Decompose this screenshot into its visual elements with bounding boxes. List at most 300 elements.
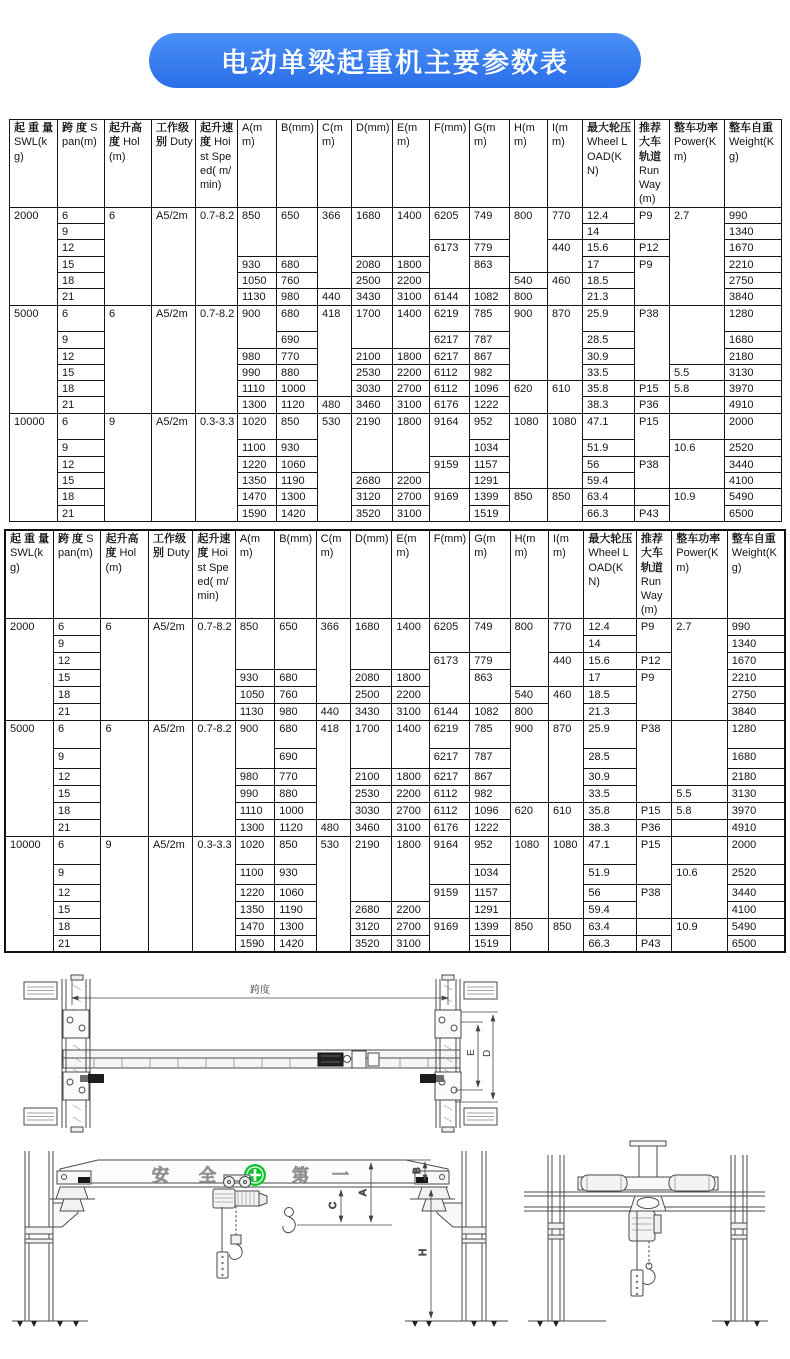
dim-d-label: D: [482, 1049, 493, 1058]
param-cell: 21.3: [584, 703, 637, 720]
right-drive-unit-icon: [420, 1074, 436, 1083]
param-cell: 787: [470, 331, 510, 348]
param-cell: 6500: [727, 935, 785, 952]
param-cell: 21: [58, 505, 105, 521]
param-cell: 1096: [470, 381, 510, 397]
param-cell: 749: [470, 207, 510, 240]
param-cell: 1300: [275, 918, 316, 935]
param-cell: 3440: [727, 884, 785, 901]
param-cell: 6217: [430, 348, 470, 364]
param-cell: P36: [636, 819, 671, 836]
param-col-header: 工作级别 Duty: [152, 120, 196, 208]
param-cell: 770: [277, 348, 318, 364]
param-cell: 3840: [727, 703, 785, 720]
param-cell: 3100: [392, 935, 429, 952]
param-cell: 480: [318, 397, 352, 413]
param-cell: 1291: [470, 473, 510, 489]
param-cell: 3120: [352, 489, 393, 505]
param-cell: 980: [277, 289, 318, 305]
param-col-header: A(mm): [238, 120, 277, 208]
param-cell: 47.1: [583, 413, 635, 439]
param-cell: 680: [275, 720, 316, 748]
param-cell: 15.6: [583, 240, 635, 256]
param-cell: 900: [510, 305, 548, 381]
param-cell: 9169: [430, 489, 470, 522]
param-cell: 1400: [392, 720, 429, 768]
param-col-header: G(mm): [470, 120, 510, 208]
param-cell: 17: [583, 256, 635, 272]
param-cell: 1800: [393, 348, 430, 364]
param-col-header: 整车功率 Power(Km): [670, 120, 725, 208]
param-cell: 1050: [235, 686, 274, 703]
param-cell: 760: [275, 686, 316, 703]
param-cell: 863: [470, 256, 510, 289]
param-cell: 21: [58, 289, 105, 305]
param-cell: 3100: [393, 505, 430, 521]
slogan-char-2: 全: [199, 1166, 216, 1186]
param-cell: 2200: [393, 364, 430, 380]
param-cell: 18: [58, 381, 105, 397]
elevation-svg: [0, 1135, 790, 1359]
param-cell: 982: [470, 785, 510, 802]
param-cell: 1800: [392, 836, 429, 901]
param-cell: 5.8: [670, 381, 725, 397]
param-cell: 990: [727, 618, 785, 635]
param-cell: 2.7: [672, 618, 728, 720]
param-cell: 2200: [392, 686, 429, 703]
param-cell: 4100: [725, 473, 782, 489]
param-cell: 6205: [430, 207, 470, 240]
param-cell: 952: [470, 836, 510, 864]
slogan-char-1: 安: [152, 1166, 169, 1186]
elevation-dimensions: [297, 1160, 431, 1318]
param-cell: 1400: [393, 207, 430, 256]
param-cell: 990: [235, 785, 274, 802]
param-cell: 610: [548, 802, 583, 836]
param-cell: 6: [105, 207, 152, 305]
param-cell: 15: [58, 364, 105, 380]
param-cell: 21: [53, 819, 100, 836]
param-cell: 5.5: [670, 364, 725, 380]
param-cell: 2200: [393, 473, 430, 489]
param-cell: 760: [277, 272, 318, 288]
param-cell: 0.3-3.3: [193, 836, 235, 952]
param-cell: 3460: [352, 397, 393, 413]
param-cell: 980: [235, 768, 274, 785]
param-cell: 4100: [727, 901, 785, 918]
param-cell: 3100: [393, 289, 430, 305]
param-cell: 9159: [429, 884, 469, 918]
span-dimension-label: 跨度: [250, 985, 270, 997]
param-cell: 1350: [235, 901, 274, 918]
param-cell: 900: [510, 720, 548, 802]
param-cell: [635, 489, 670, 505]
param-cell: 3120: [350, 918, 391, 935]
param-cell: 9: [58, 439, 105, 456]
param-cell: 12.4: [583, 207, 635, 223]
param-cell: A5/2m: [152, 305, 196, 413]
param-cell: 1096: [470, 802, 510, 819]
param-cell: 800: [510, 207, 548, 272]
param-cell: 51.9: [584, 864, 637, 884]
param-cell: 690: [275, 748, 316, 768]
param-cell: 418: [318, 305, 352, 397]
param-cell: 850: [235, 618, 274, 669]
param-cell: 1157: [470, 884, 510, 901]
param-cell: 1519: [470, 505, 510, 521]
param-col-header: 跨 度 Span(m): [58, 120, 105, 208]
param-cell: P43: [635, 505, 670, 521]
param-cell: 749: [470, 618, 510, 652]
param-cell: 1800: [392, 669, 429, 686]
param-cell: 1100: [238, 439, 277, 456]
param-cell: 2180: [727, 768, 785, 785]
param-cell: 2750: [727, 686, 785, 703]
param-cell: 1222: [470, 819, 510, 836]
param-cell: 6217: [430, 331, 470, 348]
param-cell: 6: [105, 305, 152, 413]
param-cell: 2530: [350, 785, 391, 802]
param-cell: A5/2m: [152, 413, 196, 521]
param-col-header: F(mm): [430, 120, 470, 208]
dim-a-label: A: [358, 1189, 369, 1197]
param-col-header: I(mm): [548, 120, 583, 208]
param-cell: 9: [53, 864, 100, 884]
param-cell: 1400: [393, 305, 430, 348]
param-cell: 6205: [429, 618, 469, 652]
param-cell: 15: [53, 669, 100, 686]
param-cell: 9164: [430, 413, 470, 456]
title-banner: [149, 33, 641, 88]
param-cell: 38.3: [584, 819, 637, 836]
girder-plan: [63, 1050, 460, 1068]
param-cell: 2.7: [670, 207, 725, 305]
param-cell: 1060: [275, 884, 316, 901]
param-cell: 2200: [392, 901, 429, 918]
param-cell: 1034: [470, 439, 510, 456]
param-cell: 12: [58, 240, 105, 256]
param-cell: A5/2m: [148, 618, 192, 720]
param-cell: 870: [548, 305, 583, 381]
param-cell: 4910: [727, 819, 785, 836]
param-col-header: B(mm): [277, 120, 318, 208]
param-cell: 1020: [238, 413, 277, 439]
param-cell: 0.7-8.2: [196, 207, 238, 305]
param-cell: 5.8: [672, 802, 728, 819]
param-cell: 460: [548, 272, 583, 305]
param-cell: 850: [510, 918, 548, 952]
param-cell: 5000: [5, 720, 53, 836]
param-cell: 33.5: [584, 785, 637, 802]
param-cell: 3460: [350, 819, 391, 836]
param-cell: 6: [58, 305, 105, 331]
param-cell: 35.8: [584, 802, 637, 819]
param-cell: 2100: [352, 348, 393, 364]
param-cell: P9: [635, 256, 670, 305]
param-cell: 2520: [727, 864, 785, 884]
param-cell: 880: [275, 785, 316, 802]
param-cell: 18: [53, 802, 100, 819]
param-cell: 2000: [725, 413, 782, 439]
param-col-header: 起 重 量 SWL(kg): [5, 530, 53, 618]
param-cell: 440: [548, 652, 583, 686]
param-cell: 6112: [429, 802, 469, 819]
param-cell: 12: [58, 456, 105, 472]
param-cell: 982: [470, 364, 510, 380]
param-cell: 6217: [429, 768, 469, 785]
param-cell: 2190: [350, 836, 391, 901]
param-cell: 2000: [5, 618, 53, 720]
param-cell: 51.9: [583, 439, 635, 456]
param-cell: 2080: [350, 669, 391, 686]
param-cell: 1120: [275, 819, 316, 836]
param-cell: 6: [53, 618, 100, 635]
param-cell: 1300: [235, 819, 274, 836]
param-cell: P9: [635, 207, 670, 240]
param-cell: 63.4: [583, 489, 635, 505]
param-cell: 59.4: [583, 473, 635, 489]
param-cell: 690: [277, 331, 318, 348]
param-cell: 6112: [430, 381, 470, 397]
param-cell: 3520: [352, 505, 393, 521]
param-cell: 2700: [393, 381, 430, 397]
param-cell: 18: [58, 489, 105, 505]
param-cell: 770: [275, 768, 316, 785]
param-cell: 33.5: [583, 364, 635, 380]
param-cell: A5/2m: [152, 207, 196, 305]
param-cell: 1300: [277, 489, 318, 505]
param-cell: 18: [58, 272, 105, 288]
param-cell: 770: [548, 618, 583, 652]
param-cell: 2210: [727, 669, 785, 686]
param-cell: 1519: [470, 935, 510, 952]
param-cell: 1670: [725, 240, 782, 256]
param-cell: 0.7-8.2: [196, 305, 238, 413]
param-cell: 4910: [725, 397, 782, 413]
param-cell: 3030: [352, 381, 393, 397]
param-cell: 530: [316, 836, 350, 952]
param-cell: 9: [58, 224, 105, 240]
param-cell: 3100: [392, 703, 429, 720]
param-cell: 1590: [235, 935, 274, 952]
param-cell: 1080: [548, 413, 583, 489]
param-cell: 460: [548, 686, 583, 720]
param-cell: 650: [275, 618, 316, 669]
param-cell: 0.7-8.2: [193, 618, 235, 720]
param-cell: 1399: [470, 489, 510, 505]
param-cell: 1300: [238, 397, 277, 413]
param-cell: 28.5: [583, 331, 635, 348]
param-cell: P38: [636, 884, 671, 918]
param-col-header: D(mm): [352, 120, 393, 208]
param-cell: 6: [101, 720, 148, 836]
slogan-char-3: 第: [292, 1166, 309, 1186]
param-cell: P43: [636, 935, 671, 952]
param-cell: 650: [277, 207, 318, 256]
param-cell: [672, 819, 728, 836]
param-cell: 1340: [727, 635, 785, 652]
param-cell: 6176: [429, 819, 469, 836]
param-cell: [672, 720, 728, 785]
param-cell: 3970: [725, 381, 782, 397]
param-col-header: 整车功率 Power(Km): [672, 530, 728, 618]
param-cell: P12: [635, 240, 670, 256]
param-col-header: C(mm): [316, 530, 350, 618]
param-cell: 2210: [725, 256, 782, 272]
param-cell: 59.4: [584, 901, 637, 918]
param-cell: 1220: [235, 884, 274, 901]
param-cell: 2080: [352, 256, 393, 272]
param-cell: 990: [725, 207, 782, 223]
table-row: [10, 207, 782, 223]
param-cell: 21: [53, 703, 100, 720]
param-cell: 1680: [727, 748, 785, 768]
param-cell: 6144: [430, 289, 470, 305]
table-row: [5, 836, 785, 864]
param-col-header: H(mm): [510, 120, 548, 208]
side-view: [524, 1141, 768, 1327]
param-cell: 2530: [352, 364, 393, 380]
param-cell: 1110: [235, 802, 274, 819]
param-cell: 1060: [277, 456, 318, 472]
param-cell: 9159: [430, 456, 470, 489]
param-cell: P15: [635, 413, 670, 456]
param-cell: 2750: [725, 272, 782, 288]
param-cell: 2180: [725, 348, 782, 364]
param-cell: 930: [238, 256, 277, 272]
param-cell: 880: [277, 364, 318, 380]
param-cell: 2190: [352, 413, 393, 472]
param-cell: 440: [318, 289, 352, 305]
param-cell: 21: [53, 935, 100, 952]
table-row: [10, 413, 782, 439]
param-col-header: 起升高度 Hol(m): [105, 120, 152, 208]
param-cell: 6219: [430, 305, 470, 331]
param-cell: 66.3: [584, 935, 637, 952]
param-col-header: C(mm): [318, 120, 352, 208]
param-cell: 5.5: [672, 785, 728, 802]
param-col-header: E(mm): [393, 120, 430, 208]
param-cell: 1082: [470, 289, 510, 305]
param-cell: P12: [636, 652, 671, 669]
param-cell: 850: [548, 489, 583, 522]
param-col-header: G(mm): [470, 530, 510, 618]
param-cell: 680: [277, 256, 318, 272]
parameters-table-1: [9, 119, 782, 522]
param-cell: 850: [277, 413, 318, 439]
param-cell: 0.7-8.2: [193, 720, 235, 836]
param-cell: 25.9: [584, 720, 637, 748]
param-cell: 1399: [470, 918, 510, 935]
param-cell: 6: [53, 720, 100, 748]
param-cell: 6173: [429, 652, 469, 703]
param-cell: 10000: [5, 836, 53, 952]
param-cell: 18: [53, 686, 100, 703]
param-cell: 63.4: [584, 918, 637, 935]
param-cell: 1130: [235, 703, 274, 720]
param-cell: 18.5: [583, 272, 635, 288]
param-cell: 3430: [352, 289, 393, 305]
param-cell: 2100: [350, 768, 391, 785]
param-cell: [670, 413, 725, 439]
param-cell: 30.9: [583, 348, 635, 364]
param-cell: 9: [105, 413, 152, 521]
param-cell: 9164: [429, 836, 469, 884]
param-cell: 15: [53, 901, 100, 918]
param-cell: 6: [58, 413, 105, 439]
param-cell: 787: [470, 748, 510, 768]
param-cell: 540: [510, 272, 548, 288]
param-cell: 14: [583, 224, 635, 240]
param-cell: 6176: [430, 397, 470, 413]
param-cell: 2680: [352, 473, 393, 489]
param-col-header: 起升速度 Hoist Speed( m/min): [196, 120, 238, 208]
param-cell: [670, 397, 725, 413]
param-cell: 900: [238, 305, 277, 348]
param-cell: 1670: [727, 652, 785, 669]
param-cell: 530: [318, 413, 352, 521]
param-cell: 1000: [277, 381, 318, 397]
param-cell: 5490: [725, 489, 782, 505]
param-cell: A5/2m: [148, 836, 192, 952]
param-col-header: 最大轮压 Wheel LOAD(KN): [583, 120, 635, 208]
param-cell: 18: [53, 918, 100, 935]
param-cell: 1800: [392, 768, 429, 785]
param-cell: 1100: [235, 864, 274, 884]
param-cell: 3970: [727, 802, 785, 819]
param-col-header: 起升高度 Hol(m): [101, 530, 148, 618]
param-cell: 440: [316, 703, 350, 720]
param-cell: 3430: [350, 703, 391, 720]
param-cell: 952: [470, 413, 510, 439]
param-cell: 867: [470, 348, 510, 364]
param-cell: 3840: [725, 289, 782, 305]
dim-e-label: E: [466, 1049, 477, 1057]
param-cell: 770: [548, 207, 583, 240]
param-cell: 3100: [393, 397, 430, 413]
param-cell: 9: [58, 331, 105, 348]
param-cell: 0.3-3.3: [196, 413, 238, 521]
param-cell: 2200: [392, 785, 429, 802]
param-cell: 1280: [727, 720, 785, 748]
param-cell: P9: [636, 618, 671, 652]
param-cell: P15: [636, 836, 671, 884]
param-cell: 3440: [725, 456, 782, 472]
param-cell: 2700: [392, 918, 429, 935]
param-cell: 9: [53, 635, 100, 652]
param-cell: 2700: [392, 802, 429, 819]
param-cell: 6144: [429, 703, 469, 720]
param-cell: 18.5: [584, 686, 637, 703]
param-cell: 1470: [238, 489, 277, 505]
param-col-header: 推荐大车轨道 Run Way(m): [636, 530, 671, 618]
param-cell: 900: [235, 720, 274, 768]
param-col-header: D(mm): [350, 530, 391, 618]
param-cell: 12: [58, 348, 105, 364]
param-cell: 1350: [238, 473, 277, 489]
param-cell: 12: [53, 884, 100, 901]
param-cell: 850: [238, 207, 277, 256]
param-cell: P38: [635, 305, 670, 381]
param-cell: 9: [101, 836, 148, 952]
param-cell: 680: [277, 305, 318, 331]
param-col-header: 整车自重 Weight(Kg): [727, 530, 785, 618]
param-cell: P38: [635, 456, 670, 489]
param-col-header: B(mm): [275, 530, 316, 618]
param-col-header: A(mm): [235, 530, 274, 618]
param-cell: 10000: [10, 413, 58, 521]
param-cell: 2520: [725, 439, 782, 456]
